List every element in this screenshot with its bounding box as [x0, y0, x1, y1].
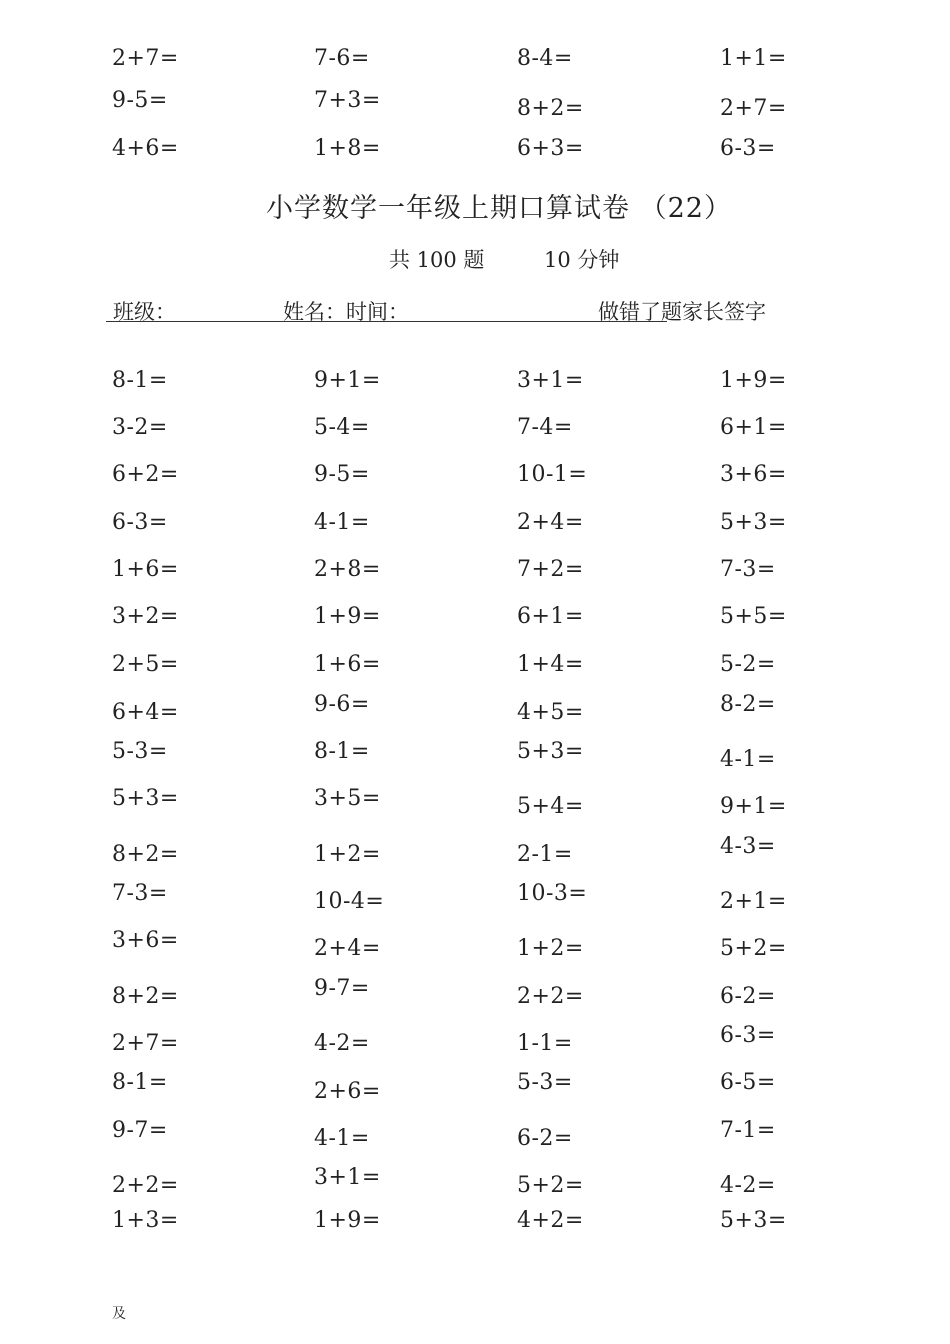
arithmetic-problem: 8-4=: [517, 46, 573, 71]
arithmetic-problem: 9+1=: [314, 368, 381, 393]
arithmetic-problem: 1+2=: [314, 842, 381, 867]
arithmetic-problem: 2+1=: [720, 889, 787, 914]
arithmetic-problem: 2+8=: [314, 557, 381, 582]
arithmetic-problem: 4-2=: [720, 1173, 776, 1198]
arithmetic-problem: 2+7=: [112, 46, 179, 71]
arithmetic-problem: 1+6=: [314, 652, 381, 677]
arithmetic-problem: 5+3=: [720, 1208, 787, 1233]
arithmetic-problem: 5-2=: [720, 652, 776, 677]
arithmetic-problem: 10-1=: [517, 462, 588, 487]
arithmetic-problem: 1+3=: [112, 1208, 179, 1233]
arithmetic-problem: 10-3=: [517, 881, 588, 906]
arithmetic-problem: 2+7=: [720, 96, 787, 121]
parent-signature-label: 做错了题家长签字: [598, 300, 766, 324]
arithmetic-problem: 5+4=: [517, 794, 584, 819]
arithmetic-problem: 1+9=: [314, 1208, 381, 1233]
arithmetic-problem: 2+4=: [314, 936, 381, 961]
arithmetic-problem: 2-1=: [517, 842, 573, 867]
arithmetic-problem: 6+4=: [112, 700, 179, 725]
arithmetic-problem: 8+2=: [517, 96, 584, 121]
arithmetic-problem: 9-5=: [314, 462, 370, 487]
arithmetic-problem: 5+3=: [517, 739, 584, 764]
time-limit: 10 分钟: [544, 248, 620, 272]
arithmetic-problem: 9-7=: [112, 1118, 168, 1143]
arithmetic-problem: 2+2=: [112, 1173, 179, 1198]
arithmetic-problem: 5-3=: [517, 1070, 573, 1095]
arithmetic-problem: 7-4=: [517, 415, 573, 440]
arithmetic-problem: 5-3=: [112, 739, 168, 764]
arithmetic-problem: 6-3=: [720, 1023, 776, 1048]
arithmetic-problem: 3+5=: [314, 786, 381, 811]
arithmetic-problem: 6+1=: [720, 415, 787, 440]
arithmetic-problem: 8-2=: [720, 692, 776, 717]
arithmetic-problem: 1+9=: [314, 604, 381, 629]
arithmetic-problem: 6-5=: [720, 1070, 776, 1095]
arithmetic-problem: 5+3=: [112, 786, 179, 811]
arithmetic-problem: 3-2=: [112, 415, 168, 440]
arithmetic-problem: 10-4=: [314, 889, 385, 914]
arithmetic-problem: 7+3=: [314, 88, 381, 113]
arithmetic-problem: 6+1=: [517, 604, 584, 629]
arithmetic-problem: 8-1=: [314, 739, 370, 764]
arithmetic-problem: 2+6=: [314, 1079, 381, 1104]
arithmetic-problem: 6-3=: [720, 136, 776, 161]
arithmetic-problem: 5+2=: [720, 936, 787, 961]
arithmetic-problem: 6-2=: [720, 984, 776, 1009]
arithmetic-problem: 8-1=: [112, 1070, 168, 1095]
arithmetic-problem: 5+3=: [720, 510, 787, 535]
arithmetic-problem: 9-7=: [314, 976, 370, 1001]
arithmetic-problem: 8+2=: [112, 984, 179, 1009]
arithmetic-problem: 6-3=: [112, 510, 168, 535]
arithmetic-problem: 4+2=: [517, 1208, 584, 1233]
name-time-field-label: 姓名：时间：: [283, 300, 409, 324]
arithmetic-problem: 4-3=: [720, 834, 776, 859]
arithmetic-problem: 1+4=: [517, 652, 584, 677]
arithmetic-problem: 3+1=: [517, 368, 584, 393]
arithmetic-problem: 1+8=: [314, 136, 381, 161]
arithmetic-problem: 1+9=: [720, 368, 787, 393]
arithmetic-problem: 1+1=: [720, 46, 787, 71]
arithmetic-problem: 4-1=: [720, 747, 776, 772]
footer-mark: 及: [112, 1306, 126, 1322]
arithmetic-problem: 3+1=: [314, 1165, 381, 1190]
arithmetic-problem: 2+2=: [517, 984, 584, 1009]
arithmetic-problem: 5+5=: [720, 604, 787, 629]
arithmetic-problem: 9-5=: [112, 88, 168, 113]
arithmetic-problem: 8-1=: [112, 368, 168, 393]
arithmetic-problem: 6+2=: [112, 462, 179, 487]
arithmetic-problem: 2+5=: [112, 652, 179, 677]
arithmetic-problem: 6-2=: [517, 1126, 573, 1151]
arithmetic-problem: 5+2=: [517, 1173, 584, 1198]
arithmetic-problem: 7+2=: [517, 557, 584, 582]
arithmetic-problem: 3+6=: [112, 928, 179, 953]
arithmetic-problem: 5-4=: [314, 415, 370, 440]
arithmetic-problem: 2+7=: [112, 1031, 179, 1056]
field-underline: [106, 321, 667, 322]
arithmetic-problem: 1+6=: [112, 557, 179, 582]
arithmetic-problem: 3+2=: [112, 604, 179, 629]
arithmetic-problem: 7-1=: [720, 1118, 776, 1143]
arithmetic-problem: 1-1=: [517, 1031, 573, 1056]
arithmetic-problem: 8+2=: [112, 842, 179, 867]
arithmetic-problem: 3+6=: [720, 462, 787, 487]
arithmetic-problem: 4-1=: [314, 1126, 370, 1151]
page-title: 小学数学一年级上期口算试卷 （22）: [266, 193, 732, 224]
class-field-label: 班级：: [113, 300, 176, 324]
arithmetic-problem: 2+4=: [517, 510, 584, 535]
arithmetic-problem: 4-2=: [314, 1031, 370, 1056]
arithmetic-problem: 1+2=: [517, 936, 584, 961]
arithmetic-problem: 7-6=: [314, 46, 370, 71]
arithmetic-problem: 4+6=: [112, 136, 179, 161]
arithmetic-problem: 7-3=: [720, 557, 776, 582]
arithmetic-problem: 6+3=: [517, 136, 584, 161]
arithmetic-problem: 4-1=: [314, 510, 370, 535]
question-count: 共 100 题: [389, 248, 485, 272]
arithmetic-problem: 9+1=: [720, 794, 787, 819]
arithmetic-problem: 9-6=: [314, 692, 370, 717]
arithmetic-problem: 4+5=: [517, 700, 584, 725]
arithmetic-problem: 7-3=: [112, 881, 168, 906]
